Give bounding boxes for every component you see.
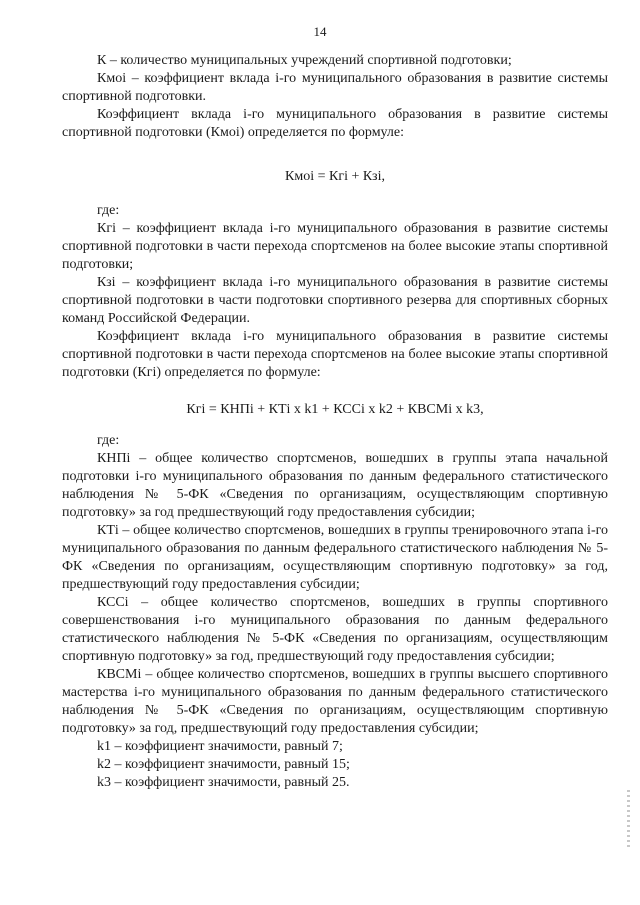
coefficient-k1: k1 – коэффициент значимости, равный 7; (97, 739, 343, 754)
document-body (62, 52, 608, 792)
paragraph-knpi-definition: КНПi – общее количество спортсменов, вошедших в группы этапа начальной подготовки i-го муниципального образования по данным федерального статистического наблюдения № 5-ФК «Сведения по организациям, осуществляющим спортивную подготовку» за год предшествующий году предоставления субсидии; (62, 451, 608, 520)
paragraph-kmoi-definition: Кмоi – коэффициент вклада i-го муниципального образования в развитие системы спортивной подготовки. (62, 71, 608, 104)
paragraph-kssi-definition: КССi – общее количество спортсменов, вошедших в группы спортивного совершенствования i-го муниципального образования по данным федерального статистического наблюдения № 5-ФК «Сведения по организациям, осуществляющим спортивную подготовку» за год, предшествующий году предоставления субсидии; (62, 595, 608, 664)
formula-kgi: Кгi = КНПi + КТi х k1 + КССi х k2 + КВСМi х k3, (186, 402, 484, 417)
paragraph-kmoi-formula-intro: Коэффициент вклада i-го муниципального образования в развитие системы спортивной подготовки (Кмоi) определяется по формуле: (62, 107, 608, 140)
page-number: 14 (313, 24, 327, 39)
where-label-1: где: (97, 203, 120, 218)
paragraph-kgi-formula-intro: Коэффициент вклада i-го муниципального образования в развитие системы спортивной подготовки в части перехода спортсменов на более высокие этапы спортивной подготовки (Кгi) определяется по формуле: (62, 329, 608, 380)
coefficient-k3: k3 – коэффициент значимости, равный 25. (97, 775, 350, 790)
scan-edge-mark (627, 790, 630, 850)
paragraph-kti-definition: КТi – общее количество спортсменов, вошедших в группы тренировочного этапа i-го муниципального образования по данным федерального статистического наблюдения № 5-ФК «Сведения по организациям, осуществляющим спортивную подготовку» за год, предшествующий году предоставления субсидии; (62, 523, 608, 592)
paragraph-kzi-definition: Кзi – коэффициент вклада i-го муниципального образования в развитие системы спортивной подготовки в части подготовки спортивного резерва для спортивных сборных команд Российской Федерации. (62, 275, 608, 326)
where-label-2: где: (97, 433, 120, 448)
paragraph-kvsmi-definition: КВСМi – общее количество спортсменов, вошедших в группы высшего спортивного мастерства i-го муниципального образования по данным федерального статистического наблюдения № 5-ФК «Сведения по организациям, осуществляющим спортивную подготовку» за год, предшествующий году предоставления субсидии; (62, 667, 608, 736)
coefficient-k2: k2 – коэффициент значимости, равный 15; (97, 757, 350, 772)
formula-kmoi: Кмоi = Кгi + Кзi, (285, 169, 385, 184)
paragraph-k-definition: К – количество муниципальных учреждений спортивной подготовки; (97, 53, 512, 68)
paragraph-kgi-definition: Кгi – коэффициент вклада i-го муниципального образования в развитие системы спортивной подготовки в части перехода спортсменов на более высокие этапы спортивной подготовки; (62, 221, 608, 272)
